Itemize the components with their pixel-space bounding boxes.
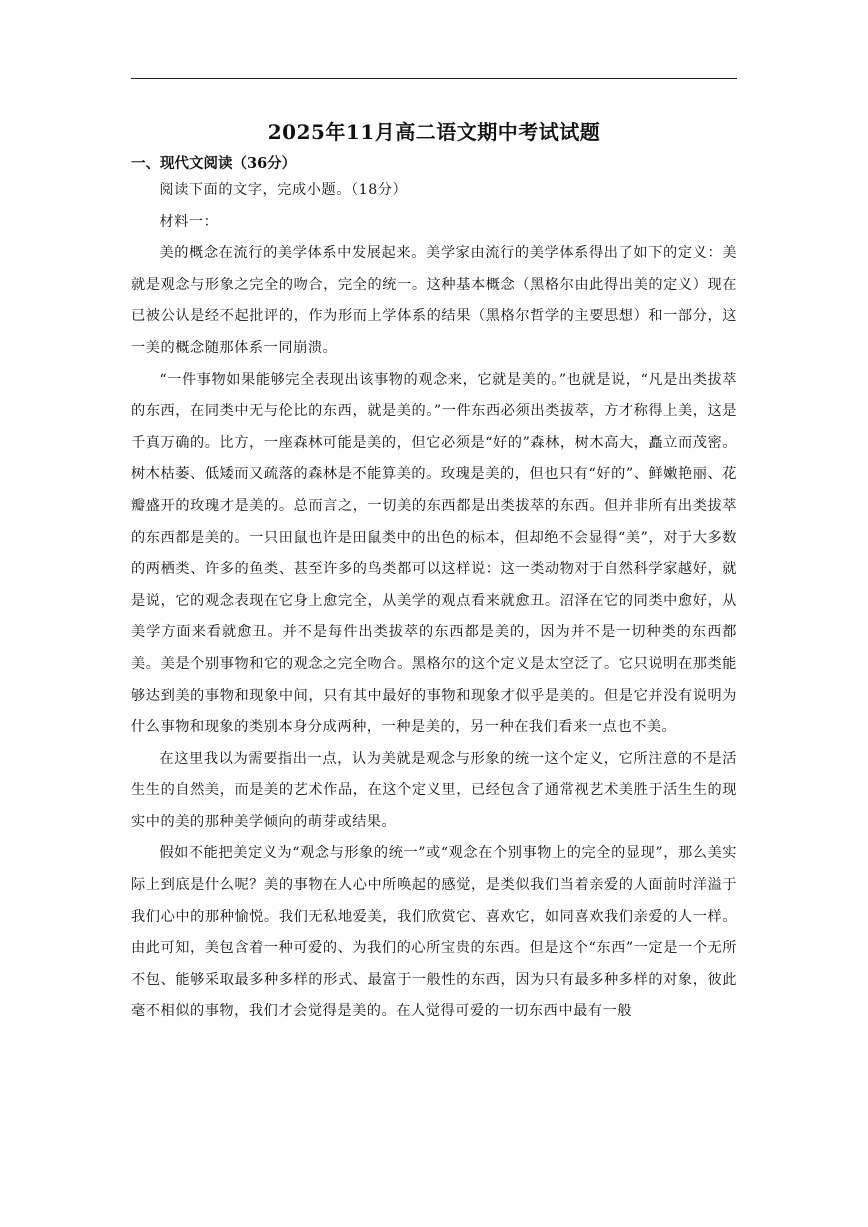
passage-paragraph: “一件事物如果能够完全表现出该事物的观念来，它就是美的。”也就是说，“凡是出类拔萃的东西，在同类中无与伦比的东西，就是美的。”一件东西必须出类拔萃，方才称得上美，这是千真万确的。比方，一座森林可能是美的，但它必须是“好的”森林，树木高大，矗立而茂密。树木枯萎、低矮而又疏落的森林是不能算美的。玫瑰是美的，但也只有“好的”、鲜嫩艳丽、花瓣盛开的玫瑰才是美的。总而言之，一切美的东西都是出类拔萃的东西。但并非所有出类拔萃的东西都是美的。一只田鼠也许是田鼠类中的出色的标本，但却绝不会显得“美”，对于大多数的两栖类、许多的鱼类、甚至许多的鸟类都可以这样说：这一类动物对于自然科学家越好，就是说，它的观念表现在它身上愈完全，从美学的观点看来就愈丑。沼泽在它的同类中愈好，从美学方面来看就愈丑。并不是每件出类拔萃的东西都是美的，因为并不是一切种类的东西都美。美是个别事物和它的观念之完全吻合。黑格尔的这个定义是太空泛了。它只说明在那类能够达到美的事物和现象中间，只有其中最好的事物和现象才似乎是美的。但是它并没有说明为什么事物和现象的类别本身分成两种，一种是美的，另一种在我们看来一点也不美。	[131, 371, 737, 736]
section-heading: 一、现代文阅读（36分）	[131, 155, 297, 172]
exam-title: 2025年11月高二语文期中考试试题	[267, 120, 601, 144]
passage-paragraph: 美的概念在流行的美学体系中发展起来。美学家由流行的美学体系得出了如下的定义：美就是观念与形象之完全的吻合，完全的统一。这种基本概念（黑格尔由此得出美的定义）现在已被公认是经不起批评的，作为形而上学体系的结果（黑格尔哲学的主要思想）和一部分，这一美的概念随那体系一同崩溃。	[131, 245, 737, 356]
material-label: 材料一：	[159, 213, 219, 230]
header-rule	[131, 78, 737, 79]
passage-paragraph: 在这里我以为需要指出一点，认为美就是观念与形象的统一这个定义，它所注意的不是活生生的自然美，而是美的艺术作品，在这个定义里，已经包含了通常视艺术美胜于活生生的现实中的美的那种美学倾向的萌芽或结果。	[131, 750, 737, 830]
reading-passage	[131, 175, 737, 1028]
passage-paragraph: 假如不能把美定义为“观念与形象的统一”或“观念在个别事物上的完全的显现”，那么美实际上到底是什么呢？美的事物在人心中所唤起的感觉，是类似我们当着亲爱的人面前时洋溢于我们心中的那种愉悦。我们无私地爱美，我们欣赏它、喜欢它，如同喜欢我们亲爱的人一样。由此可知，美包含着一种可爱的、为我们的心所宝贵的东西。但是这个“东西”一定是一个无所不包、能够采取最多种多样的形式、最富于一般性的东西，因为只有最多种多样的对象，彼此毫不相似的事物，我们才会觉得是美的。在人觉得可爱的一切东西中最有一般	[131, 845, 737, 1020]
instruction-paragraph: 阅读下面的文字，完成小题。（18分）	[159, 182, 408, 198]
